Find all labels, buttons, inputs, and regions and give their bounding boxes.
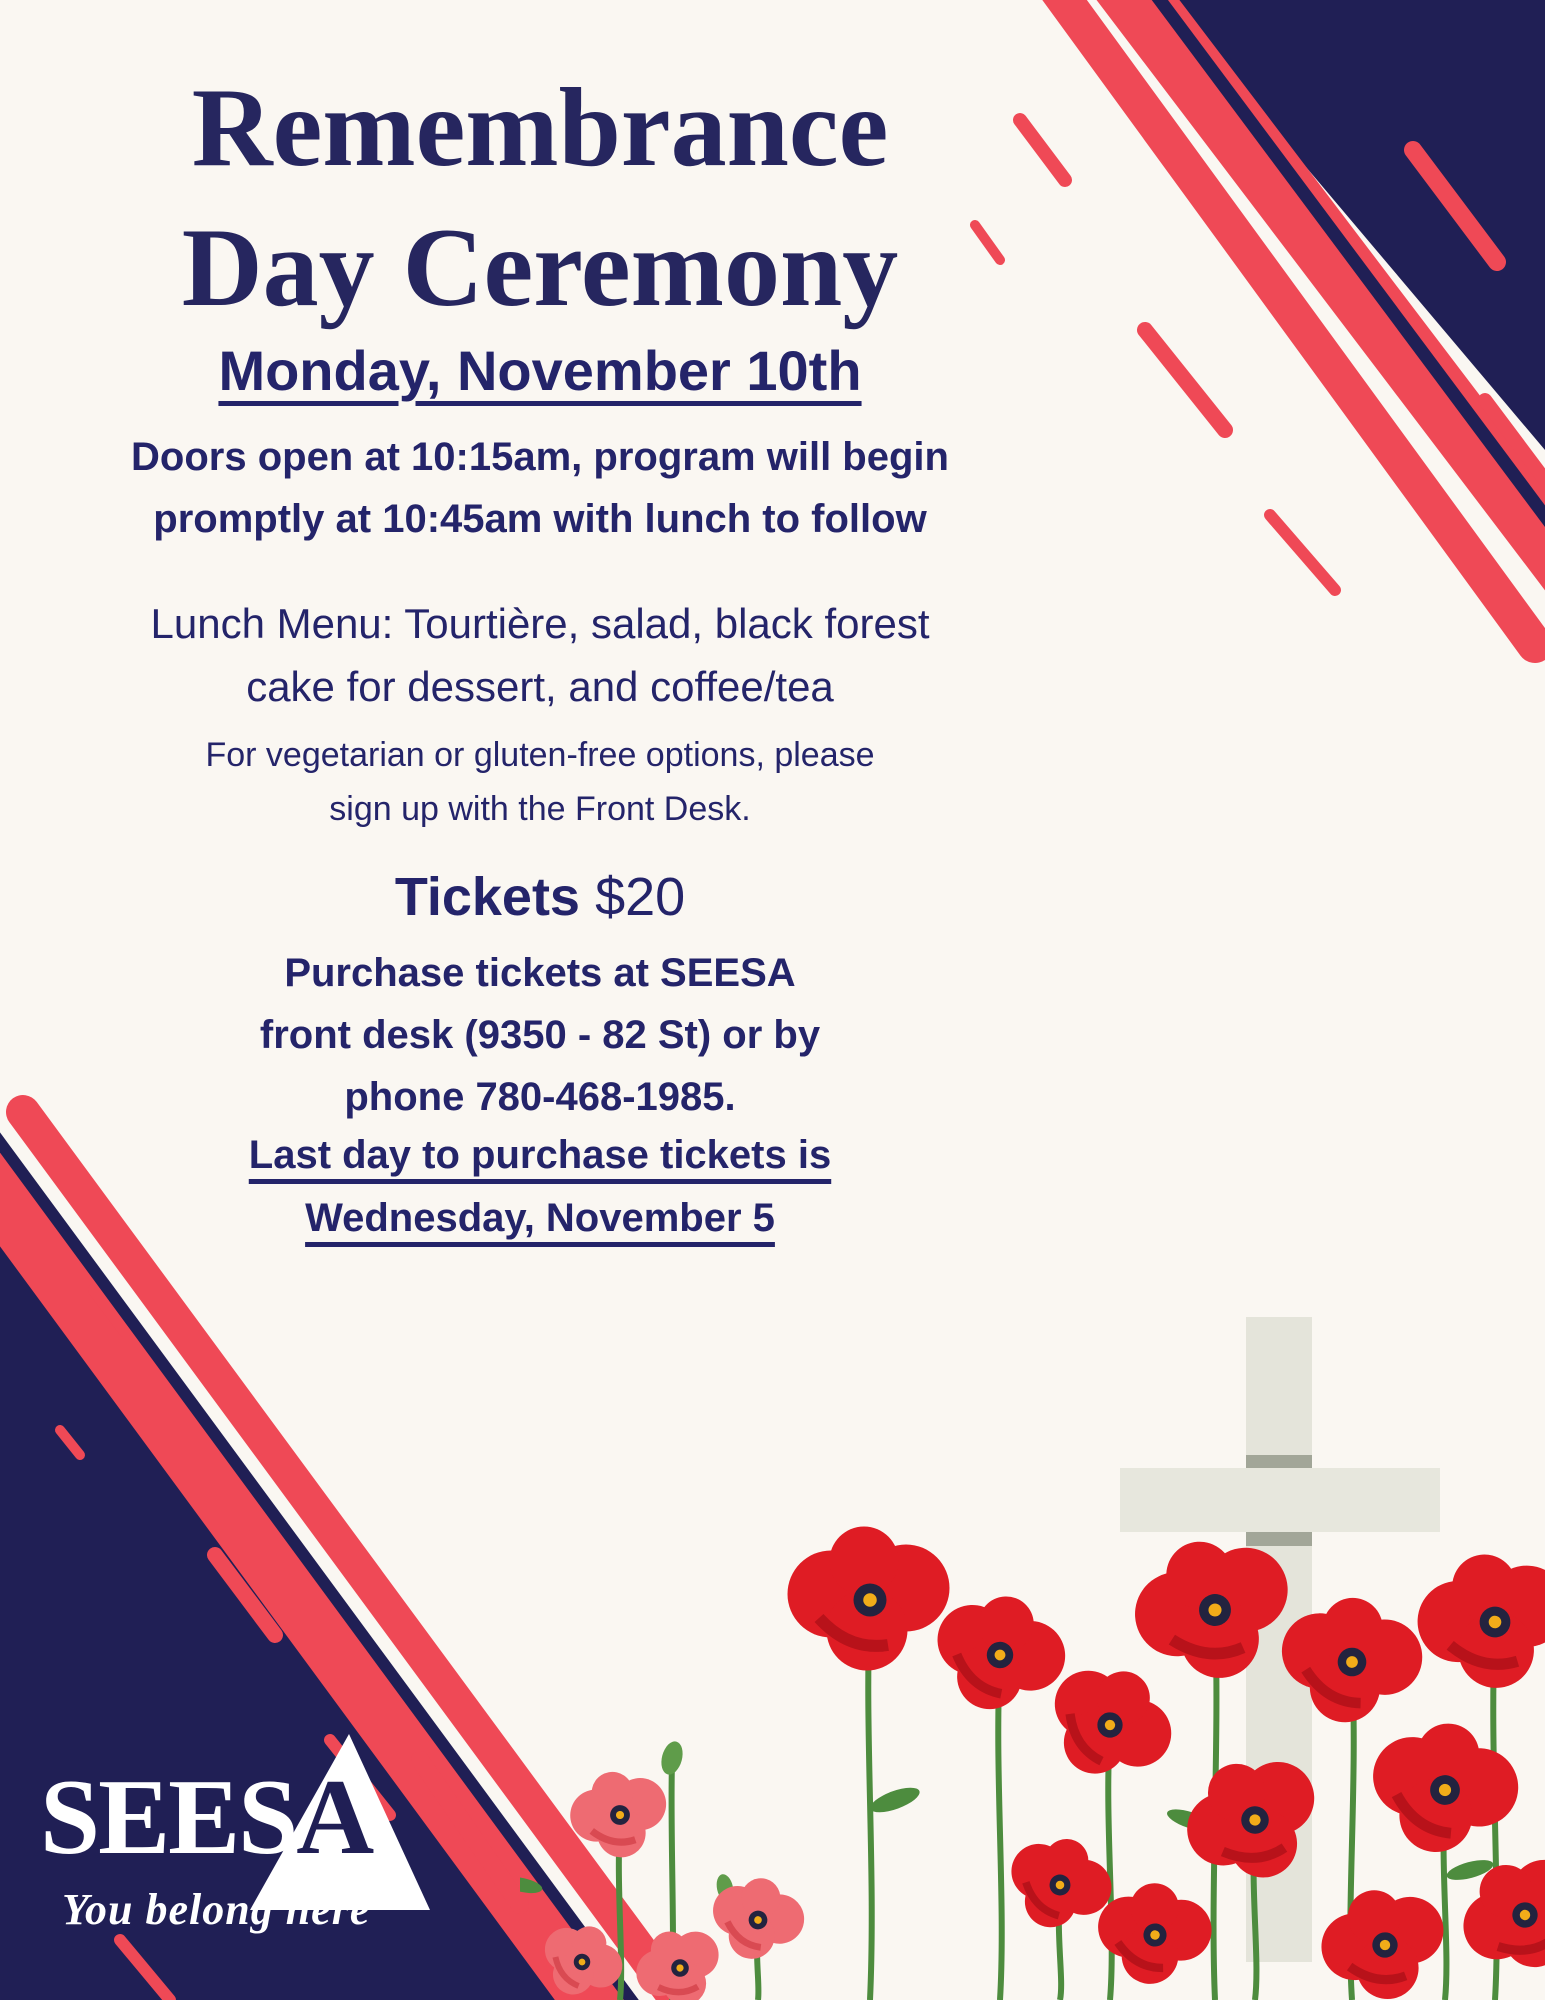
purchase-info (0, 942, 1080, 1128)
doors-info (0, 426, 1080, 550)
ticket-price: $20 (595, 867, 686, 927)
dietary-note (0, 728, 1080, 837)
seesa-logo-tail: A (296, 1758, 373, 1877)
deadline-line2: Wednesday, November 5 (305, 1195, 775, 1240)
doors-line2: promptly at 10:45am with lunch to follow (153, 497, 927, 541)
dietary-line2: sign up with the Front Desk. (329, 790, 751, 829)
tickets-label: Tickets (394, 867, 580, 927)
event-date-text: Monday, November 10th (218, 339, 862, 402)
poster-title-line1: Remembrance (191, 66, 889, 190)
deadline-line1: Last day to purchase tickets is (248, 1133, 832, 1177)
seesa-logo-head: SEES (40, 1758, 297, 1877)
doors-line1: Doors open at 10:15am, program will begin (131, 435, 949, 479)
cross-joint-shadow (1246, 1455, 1312, 1468)
lunch-menu-line1: Lunch Menu: Tourtière, salad, black forest (150, 600, 930, 647)
tickets-heading (0, 866, 1080, 928)
lunch-menu (0, 592, 1080, 718)
seesa-logo (40, 1758, 373, 1877)
seesa-tagline: You belong here (62, 1885, 371, 1934)
purchase-line1: Purchase tickets at SEESA (284, 951, 796, 995)
purchase-deadline (0, 1124, 1080, 1250)
dietary-line1: For vegetarian or gluten-free options, please (205, 736, 875, 774)
event-date (0, 338, 1080, 403)
poster-title-line2: Day Ceremony (181, 206, 899, 330)
poppy-flowers-icon (520, 1490, 1545, 2000)
purchase-line3: phone 780-468-1985. (344, 1075, 736, 1119)
lunch-menu-line2: cake for dessert, and coffee/tea (246, 663, 834, 710)
purchase-line2: front desk (9350 - 82 St) or by (259, 1013, 821, 1057)
